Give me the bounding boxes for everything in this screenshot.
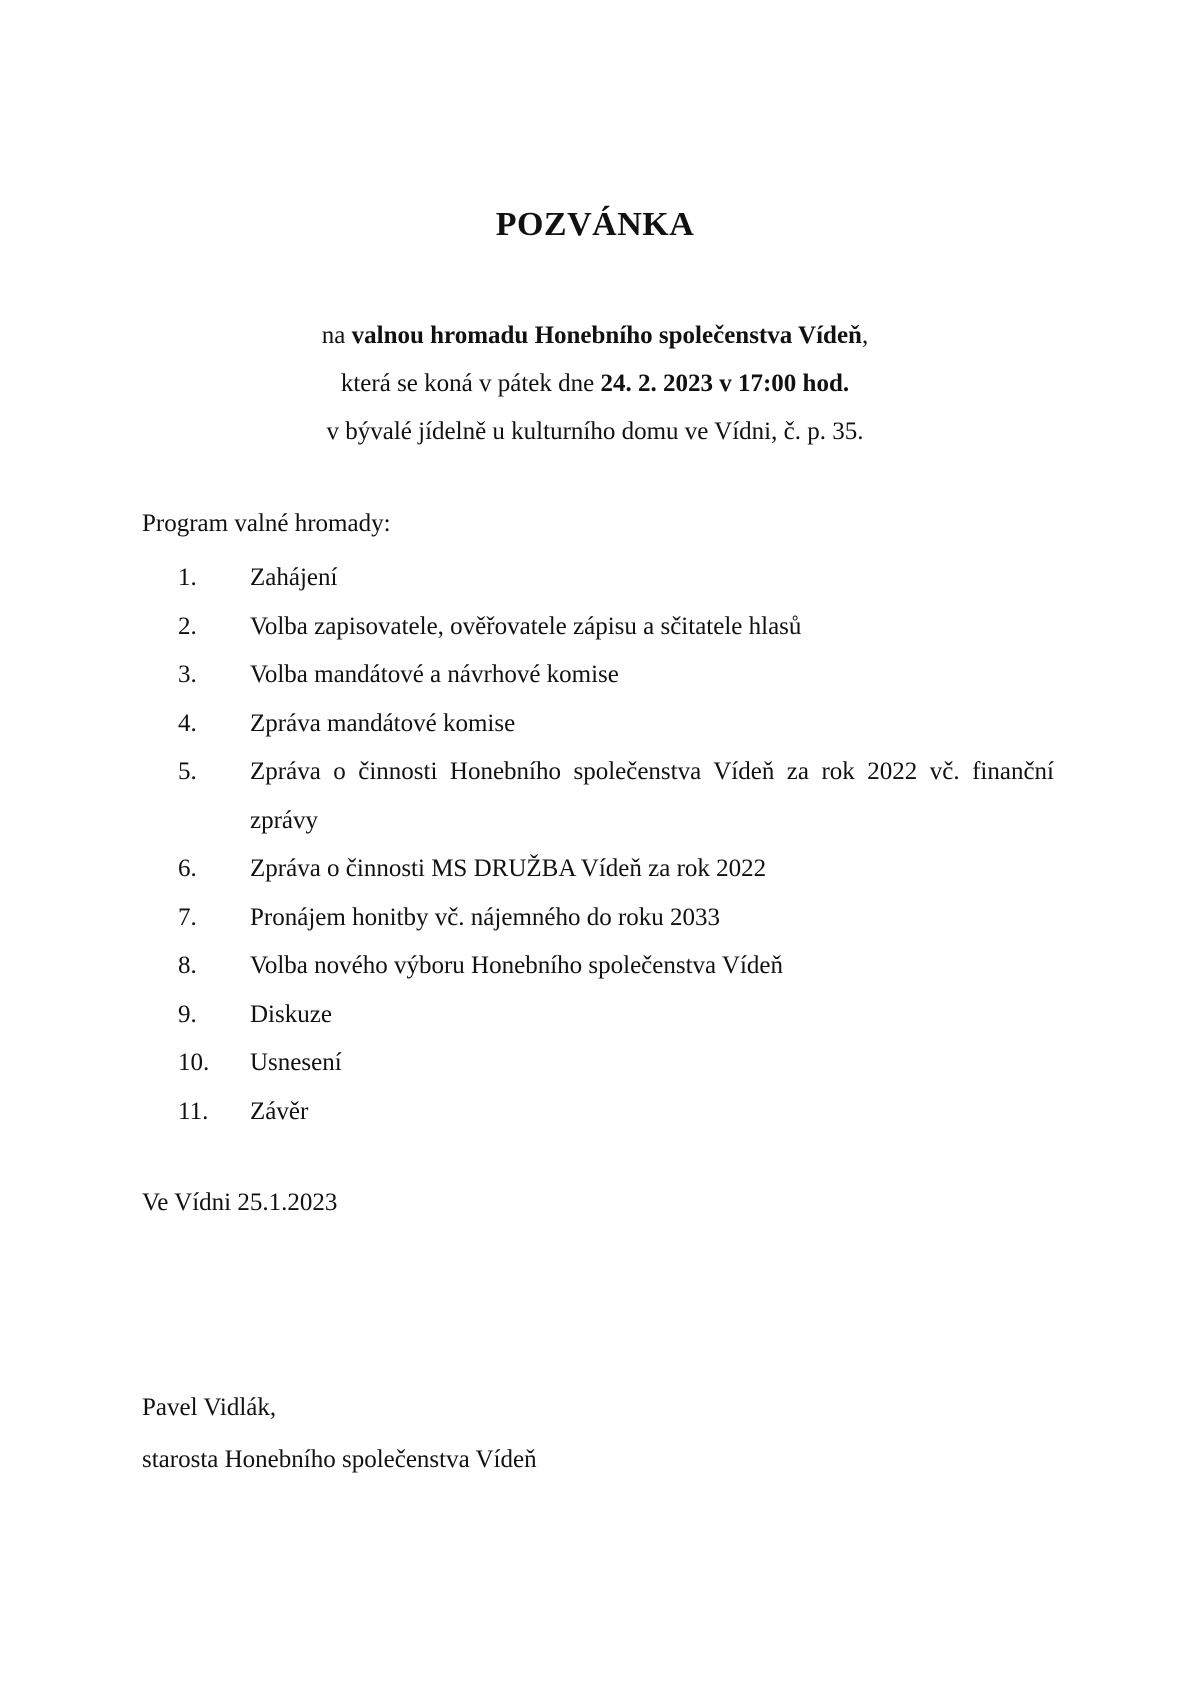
agenda-list: [142, 554, 1054, 1136]
intro-line-1-bold: valnou hromadu Honebního společenstva Vídeň: [351, 322, 862, 349]
agenda-item: [142, 1088, 1054, 1137]
agenda-item: [142, 991, 1054, 1040]
program-heading: Program valné hromady:: [142, 510, 391, 537]
agenda-item-number: 2.: [178, 612, 197, 640]
agenda-item-text: Volba nového výboru Honebního společenstva Vídeň: [250, 952, 784, 979]
agenda-item-text: Diskuze: [250, 1000, 332, 1028]
agenda-item-number: 6.: [178, 855, 197, 882]
agenda-item-text: Volba mandátové a návrhové komise: [250, 661, 619, 688]
agenda-item-text: Volba zapisovatele, ověřovatele zápisu a sčitatele hlasů: [250, 612, 802, 640]
agenda-item: [142, 1039, 1054, 1088]
agenda-item-text: Zpráva mandátové komise: [250, 709, 516, 737]
agenda-item-text: Zpráva o činnosti MS DRUŽBA Vídeň za rok 2022: [250, 855, 767, 882]
agenda-item: [142, 651, 1054, 700]
place-and-date: Ve Vídni 25.1.2023: [142, 1189, 338, 1216]
agenda-item: [142, 603, 1054, 652]
agenda-item-text: Závěr: [250, 1097, 309, 1125]
agenda-item-text: Zahájení: [250, 564, 338, 591]
agenda-item: [142, 845, 1054, 894]
agenda-item-number: 7.: [178, 903, 197, 931]
agenda-item-text: Usnesení: [250, 1049, 342, 1076]
agenda-item-number: 1.: [178, 564, 197, 591]
invitation-intro: [0, 312, 1190, 456]
agenda-item: [142, 748, 1054, 845]
intro-line-2-bold: 24. 2. 2023 v 17:00 hod.: [600, 370, 850, 397]
agenda-item: [142, 554, 1054, 603]
agenda-item-text: Pronájem honitby vč. nájemného do roku 2033: [250, 903, 721, 931]
intro-line-2-pre: která se koná v pátek dne: [340, 370, 601, 397]
agenda-item-number: 4.: [178, 709, 197, 737]
signatory-role: starosta Honebního společenstva Vídeň: [142, 1446, 537, 1473]
intro-line-2: [0, 360, 1190, 408]
agenda-item-number: 5.: [178, 758, 197, 785]
agenda-item-number: 9.: [178, 1000, 197, 1028]
agenda-item: [142, 700, 1054, 749]
agenda-item-number: 10.: [178, 1049, 210, 1076]
intro-line-3: v bývalé jídelně u kulturního domu ve Vídni, č. p. 35.: [326, 418, 864, 445]
signatory-name: Pavel Vidlák,: [142, 1394, 277, 1421]
agenda-item: [142, 894, 1054, 943]
intro-line-1: [0, 312, 1190, 360]
agenda-item-number: 11.: [178, 1097, 209, 1125]
agenda-item-number: 3.: [178, 661, 197, 688]
agenda-item-text: Zpráva o činnosti Honebního společenstva Vídeň za rok 2022 vč. finanční zprávy: [250, 758, 1054, 834]
intro-line-1-post: ,: [861, 322, 869, 349]
agenda-item: [142, 942, 1054, 991]
signature-block: [142, 1382, 537, 1486]
agenda-item-number: 8.: [178, 952, 197, 979]
document-title: POZVÁNKA: [495, 206, 695, 243]
intro-line-1-pre: na: [321, 322, 352, 349]
